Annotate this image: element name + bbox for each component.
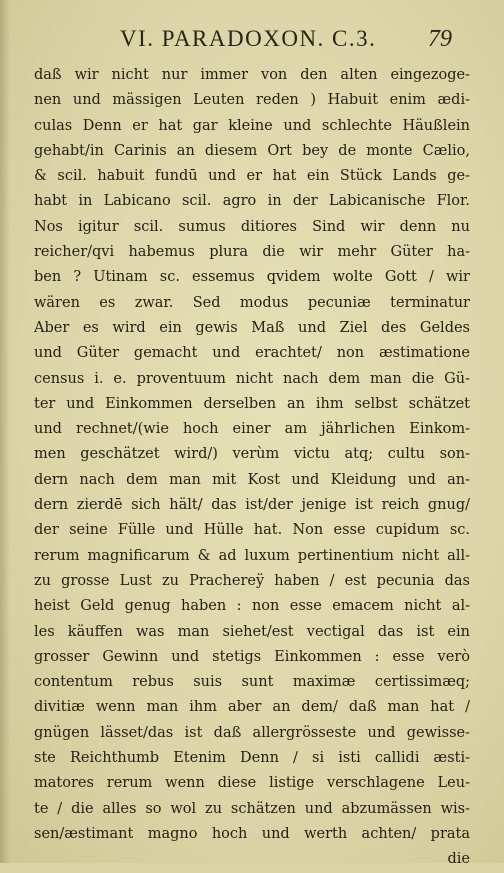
text-line: contentum rebus suis sunt maximæ certissimæq; bbox=[34, 674, 470, 691]
text-line: & scil. habuit fundū und er hat ein Stück Lands ge- bbox=[34, 168, 470, 185]
text-line: und Güter gemacht und erachtet/ non æstimatione bbox=[34, 345, 470, 362]
text-line: heist Geld genug haben : non esse emacem nicht al- bbox=[34, 598, 470, 615]
text-line: dern zierdē sich hält/ das ist/der jenige ist reich gnug/ bbox=[34, 497, 470, 514]
text-line: gehabt/in Carinis an diesem Ort bey de monte Cælio, bbox=[34, 142, 470, 159]
text-line: nen und mässigen Leuten reden ) Habuit enim ædi- bbox=[34, 92, 470, 109]
text-line: divitiæ wenn man ihm aber an dem/ daß man hat / bbox=[34, 699, 470, 716]
text-line: grosser Gewinn und stetigs Einkommen : esse verò bbox=[34, 648, 470, 665]
text-line: rerum magnificarum & ad luxum pertinentium nicht all- bbox=[34, 547, 470, 564]
text-line: der seine Fülle und Hülle hat. Non esse cupidum sc. bbox=[34, 522, 470, 539]
catchword: die bbox=[447, 851, 470, 868]
text-line: Nos igitur scil. sumus ditiores Sind wir denn nu bbox=[34, 218, 470, 235]
text-line: les käuffen was man siehet/est vectigal das ist ein bbox=[34, 623, 470, 640]
text-line: te / die alles so wol zu schätzen und abzumässen wis- bbox=[34, 800, 470, 817]
text-line: ben ? Utinam sc. essemus qvidem wolte Gott / wir bbox=[34, 269, 470, 286]
text-line: zu grosse Lust zu Prachereÿ haben / est pecunia das bbox=[34, 572, 470, 589]
text-line: reicher/qvi habemus plura die wir mehr Güter ha- bbox=[34, 244, 470, 261]
text-line: wären es zwar. Sed modus pecuniæ terminatur bbox=[34, 294, 470, 311]
text-line: men geschätzet wird/) verùm victu atq; cultu son- bbox=[34, 446, 470, 463]
text-line: census i. e. proventuum nicht nach dem man die Gü- bbox=[34, 370, 470, 387]
running-head bbox=[0, 26, 504, 56]
running-head-title: VI. PARADOXON. C.3. bbox=[120, 26, 377, 51]
text-line: und rechnet/(wie hoch einer am jährlichen Einkom- bbox=[34, 421, 470, 438]
text-line: ter und Einkommen derselben an ihm selbst schätzet bbox=[34, 395, 470, 412]
text-line: matores rerum wenn diese listige verschlagene Leu- bbox=[34, 775, 470, 792]
text-line: habt in Labicano scil. agro in der Labicanische Flor. bbox=[34, 193, 470, 210]
text-line: sen/æstimant magno hoch und werth achten/ prata bbox=[34, 825, 470, 842]
text-line: Aber es wird ein gewis Maß und Ziel des Geldes bbox=[34, 319, 470, 336]
page-edge-shadow bbox=[0, 0, 10, 863]
text-line: daß wir nicht nur immer von den alten eingezoge- bbox=[34, 67, 470, 83]
text-line: ste Reichthumb Etenim Denn / si isti callidi æsti- bbox=[34, 750, 470, 767]
body-text bbox=[34, 63, 470, 873]
page-number: 79 bbox=[428, 26, 452, 52]
text-line: gnügen lässet/das ist daß allergrösseste und gewisse- bbox=[34, 724, 470, 741]
text-line: culas Denn er hat gar kleine und schlechte Häußlein bbox=[34, 117, 470, 134]
text-line: dern nach dem man mit Kost und Kleidung und an- bbox=[34, 471, 470, 488]
